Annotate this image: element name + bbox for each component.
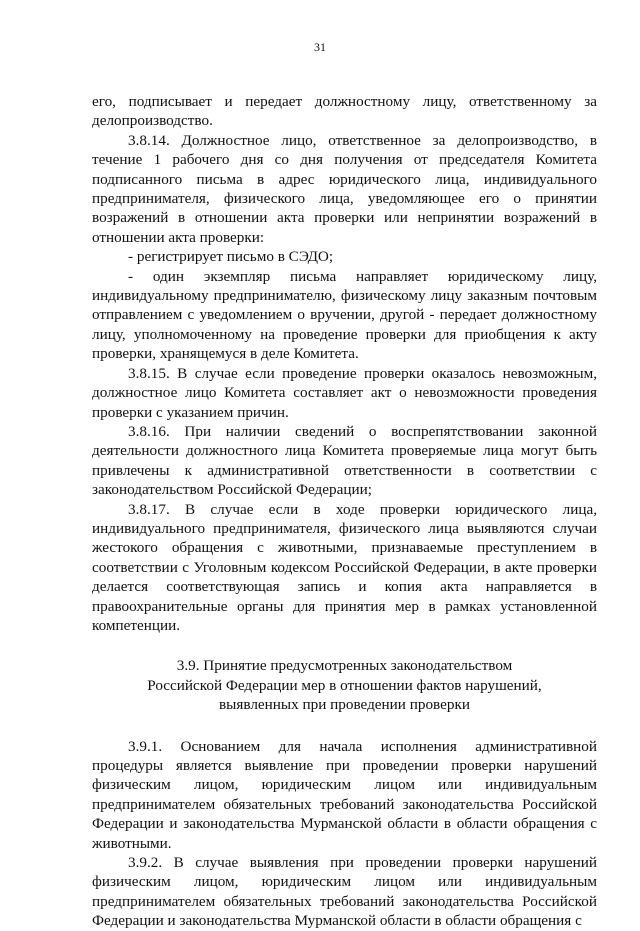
heading-line: 3.9. Принятие предусмотренных законодательством (176, 657, 513, 675)
paragraph-3-8-15: 3.8.15. В случае если проведение проверки оказалось невозможным, должностное лицо Комитета составляет акт о невозможности проведения проверки с указанием причин. (92, 364, 597, 421)
heading-line: выявленных при проведении проверки (219, 696, 470, 714)
section-heading-3-9 (92, 656, 597, 714)
list-item-register-letter: - регистрирует письмо в СЭДО; (128, 248, 334, 266)
paragraph-3-8-16: 3.8.16. При наличии сведений о воспрепятствовании законной деятельности должностного лица Комитета проверяемые лица могут быть привлечены к административной ответственности в соответствии с законодательством Российской Федерации; (92, 422, 597, 499)
paragraph-3-8-17: 3.8.17. В случае если в ходе проверки юридического лица, индивидуального предпринимателя, физического лица выявляются случаи жестокого обращения с животными, признаваемые преступлением в соответствии с Уголовным кодексом Российской Федерации, в акте проверки делается соответствующая запись и копия акта направляется в правоохранительные органы для принятия мер в рамках установленной компетенции. (92, 500, 597, 634)
paragraph: его, подписывает и передает должностному лицу, ответственному за делопроизводство. (92, 93, 597, 130)
section-3-9 (92, 737, 597, 931)
list-item-send-copies: - один экземпляр письма направляет юридическому лицу, индивидуальному предпринимателю, физическому лицу заказным почтовым отправлением с уведомлением о вручении, другой - передает должностному лицу, уполномоченному на проведение проверки для приобщения к акту проверки, хранящемуся в деле Комитета. (92, 267, 597, 363)
paragraph-3-8-14: 3.8.14. Должностное лицо, ответственное за делопроизводство, в течение 1 рабочего дня со дня получения от председателя Комитета подписанного письма в адрес юридического лица, индивидуального предпринимателя, физического лица, уведомляющее его о принятии возражений в отношении акта проверки или непринятии возражений в отношении акта проверки: (92, 131, 597, 246)
document-body (92, 92, 597, 931)
section-3-8-continuation (92, 92, 597, 635)
heading-line: Российской Федерации мер в отношении фактов нарушений, (147, 676, 542, 694)
paragraph-3-9-1: 3.9.1. Основанием для начала исполнения административной процедуры является выявление при проведении проверки нарушений физическим лицом, юридическим лицом или индивидуальным предпринимателем обязательных требований законодательства Российской Федерации и законодательства Мурманской области в области обращения с животными. (92, 737, 597, 852)
paragraph-3-9-2: 3.9.2. В случае выявления при проведении проверки нарушений физическим лицом, юридическим лицом или индивидуальным предпринимателем обязательных требований законодательства Российской Федерации и законодательства Мурманской области в области обращения с (92, 854, 597, 930)
page-number: 31 (314, 40, 326, 54)
